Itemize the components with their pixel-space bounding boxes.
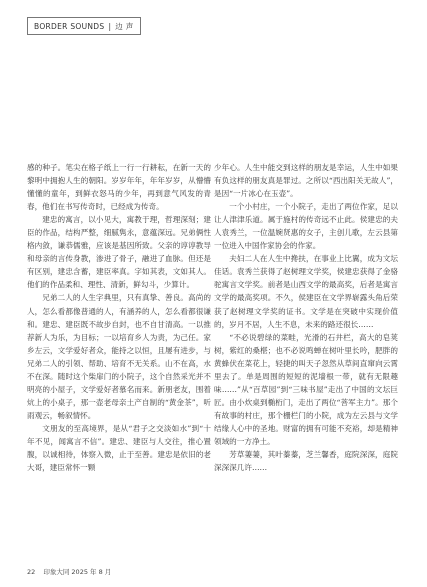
paragraph: “不必说碧绿的菜畦，光滑的石井栏，高大的皂荚树，紫红的桑椹；也不必说鸣蝉在树叶里长吟，肥胖的黄蜂伏在菜花上，轻捷的叫天子忽然从草间直窜向云霄里去了。单是周围的短短的泥墙根一带，就有无限趣味……”从“百草园”到“三味书屋”走出了中国的文坛巨匠。由小炊桌到椭桁门，走出了两位“菩军主力”。那个有故事的村庄，那个栅栏门的小院，成为左云县与文学结缘人心中的圣地。财富的拥有可能不充裕，却是精神领域的一方净土。	[214, 332, 398, 446]
paragraph: 兄弟二人的人生字典里，只有真挚、善良。高尚的人，怎么看都像普通的人，有涵养的人，怎么看都很谦和。建忠、建臣既不故步自封，也不自甘清高。一以推荐新人为乐，为目标；一以培育乡人为责，为己任。家乡左云，文学爱好者众，能持之以恒，且屡有进步，与兄弟二人的引领、帮助、培育不无关系。山不在高，水不在深。随时这个柴扉门的小院子，这个自然采光并不明亮的小屋子，文学爱好者慕名而来。新朋老友，围着炕上的小桌子，那一壶老母亲土产自制的“黄金茶”，听雨观云，畅叙情怀。	[27, 293, 211, 420]
page-footer	[27, 567, 111, 576]
section-title-en: BORDER SOUNDS	[34, 21, 105, 31]
paragraph: 文朋友的至高境界，是从“君子之交淡如水”到“十年不见，闻寓言不信”。建忠、建臣与人交往，推心置腹，以诚相待，体察入微，止于至善。建忠是依旧的老大哥，建臣常怀一颗	[27, 423, 211, 473]
section-title-zh: 边 声	[115, 21, 134, 31]
paragraph: 夫妇二人在人生中搀扶，在事业上比翼，成为文坛佳话。袁秀兰获得了赵树理文学奖，侯建忠获得了金骆驼寓言文学奖。前者是山西文学的最高奖，后者是寓言文学的最高奖项。不久，侯建臣在文学界崭露头角后荣获了赵树理文学奖的证书。文学是在突破中实现价值的，岁月不居，人生不息，未来的路还很长……	[214, 254, 398, 329]
paragraph: 感的种子。笔尖在格子纸上一行一行耕耘，在新一天的黎明中拥抱人生的朝阳。岁岁年年，年年岁岁，从懵懵懂懂的童年，到鲜衣怒马的少年，再到意气风发的青春，他们在书写传奇时，已经成为传奇。	[27, 163, 211, 212]
paragraph: 一个小村庄，一个小院子，走出了两位作家，足以让人津津乐道。属于施村的传奇远不止此。侯建忠的夫人袁秀兰，一位温婉贤惠的女子，主创儿歌，左云县第一位进入中国作家协会的作家。	[214, 202, 398, 251]
left-column	[27, 161, 211, 474]
paragraph: 少年心。人生中能交到这样的朋友是幸运，人生中如果有负这样的朋友真是罪过。之所以“西出阳关无故人”，是因“一片冰心在玉壶”。	[214, 163, 398, 199]
section-header	[27, 17, 141, 35]
header-separator: |	[108, 21, 112, 31]
paragraph: 建忠的寓言，以小见大，寓教于理，哲理深刻；建臣的作品，结构严整，细腻隽永，意蕴深远。兄弟俩性格内敛，谦恭儒雅，应该是基因所致。父亲的谆谆教导和母亲的言传身教，渗进了骨子，融进了血脉。但还是有区别，建忠含蓄，建臣率真。字如其表，文如其人。他们的作品柔和、理性、清新，鲜勾斗，少算计。	[27, 215, 211, 290]
page-number: 22	[27, 568, 36, 576]
right-column	[214, 161, 398, 474]
publication-info: 印象大同 2025 年 8 月	[43, 568, 112, 576]
paragraph: 芳草萋萋，其叶蓁蓁，芝兰馨香，庭院深深，庭院深深深几许……	[214, 450, 398, 473]
